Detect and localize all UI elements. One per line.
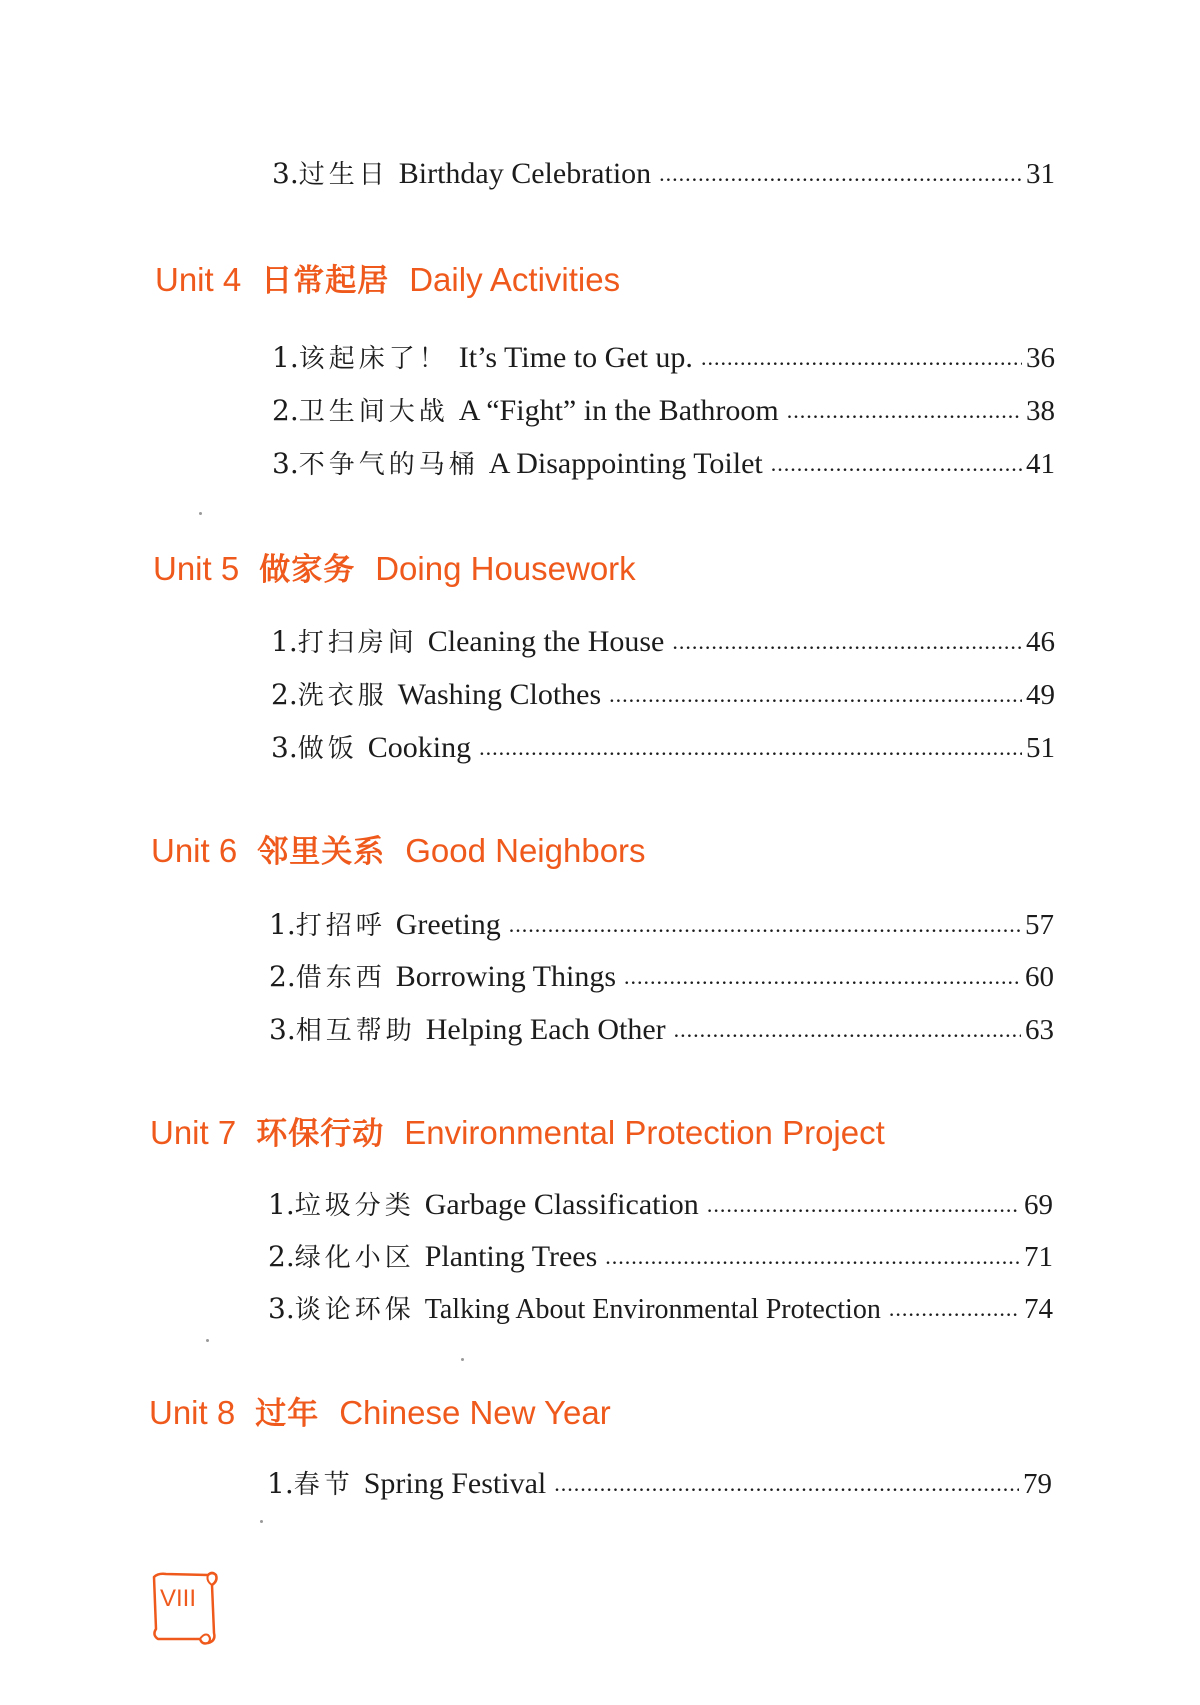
- entry-title-en: Planting Trees: [424, 1240, 598, 1273]
- entry-title-zh: 洗衣服: [297, 681, 388, 711]
- unit-number: Unit 5: [153, 550, 240, 587]
- entry-number: 2.: [268, 1240, 295, 1273]
- unit-number: Unit 8: [149, 1394, 236, 1431]
- entry-title-zh: 该起床了！: [298, 344, 449, 374]
- entry-page-number: 49: [1026, 679, 1055, 711]
- toc-entry[interactable]: [272, 389, 1055, 433]
- entry-title-zh: 打扫房间: [297, 628, 418, 658]
- entry-page-number: 60: [1025, 961, 1054, 993]
- unit-heading[interactable]: [150, 1108, 885, 1153]
- entry-page-number: 74: [1024, 1293, 1053, 1325]
- entry-title-zh: 做饭: [297, 734, 358, 764]
- unit-heading[interactable]: [153, 544, 636, 589]
- entry-title-en: Greeting: [395, 908, 501, 941]
- entry-title-en: It’s Time to Get up.: [458, 341, 693, 374]
- entry-title-en: Talking About Environmental Protection: [424, 1294, 881, 1325]
- entry-title-en: Spring Festival: [363, 1467, 547, 1500]
- unit-title-zh: 过年: [255, 1396, 320, 1432]
- toc-entry[interactable]: [272, 152, 1055, 196]
- toc-entry[interactable]: [271, 673, 1055, 717]
- toc-entry[interactable]: [268, 1183, 1053, 1227]
- entry-title-en: Washing Clothes: [397, 678, 602, 711]
- entry-number: 3.: [272, 447, 299, 480]
- entry-title-zh: 春节: [293, 1470, 354, 1500]
- toc-entry[interactable]: [269, 1008, 1054, 1052]
- entry-number: 1.: [268, 1188, 295, 1221]
- entry-title-zh: 谈论环保: [294, 1295, 415, 1325]
- dot-leader: [787, 389, 1022, 433]
- entry-number: 1.: [269, 908, 296, 941]
- entry-page-number: 31: [1026, 158, 1055, 190]
- entry-title-en: A Disappointing Toilet: [488, 447, 763, 480]
- entry-number: 2.: [269, 960, 296, 993]
- unit-title-zh: 邻里关系: [257, 834, 386, 870]
- unit-heading[interactable]: [151, 826, 646, 871]
- entry-title-en: A “Fight” in the Bathroom: [458, 394, 779, 427]
- unit-number: Unit 4: [155, 261, 242, 298]
- dot-leader: [659, 152, 1022, 196]
- entry-title-zh: 不争气的马桶: [298, 450, 479, 480]
- entry-title-zh: 垃圾分类: [294, 1191, 415, 1221]
- entry-number: 3.: [271, 731, 298, 764]
- unit-heading[interactable]: [149, 1388, 611, 1433]
- dot-leader: [624, 955, 1021, 999]
- page-number-badge: [150, 1567, 222, 1647]
- entry-page-number: 51: [1026, 732, 1055, 764]
- entry-page-number: 57: [1025, 909, 1054, 941]
- toc-entry[interactable]: [269, 903, 1054, 947]
- entry-title-en: Cleaning the House: [427, 625, 665, 658]
- entry-number: 1.: [272, 341, 299, 374]
- dot-leader: [479, 726, 1022, 770]
- toc-entry[interactable]: [271, 620, 1055, 664]
- entry-title-zh: 相互帮助: [295, 1016, 416, 1046]
- dot-leader: [771, 442, 1022, 486]
- entry-title-en: Helping Each Other: [425, 1013, 666, 1046]
- entry-title-zh: 过生日: [298, 160, 389, 190]
- toc-entry[interactable]: [272, 336, 1055, 380]
- entry-page-number: 36: [1026, 342, 1055, 374]
- unit-title-en: Environmental Protection Project: [404, 1114, 885, 1151]
- unit-title-en: Good Neighbors: [405, 832, 646, 869]
- unit-number: Unit 6: [151, 832, 238, 869]
- dot-leader: [554, 1462, 1019, 1506]
- entry-number: 2.: [271, 678, 298, 711]
- entry-title-en: Cooking: [367, 731, 472, 764]
- toc-entry[interactable]: [269, 955, 1054, 999]
- entry-title-zh: 借东西: [295, 963, 386, 993]
- scan-speck: [260, 1520, 263, 1523]
- entry-page-number: 46: [1026, 626, 1055, 658]
- entry-title-zh: 绿化小区: [294, 1243, 415, 1273]
- entry-number: 1.: [271, 625, 298, 658]
- unit-title-en: Chinese New Year: [339, 1394, 611, 1431]
- entry-title-en: Borrowing Things: [395, 960, 617, 993]
- dot-leader: [609, 673, 1022, 717]
- dot-leader: [672, 620, 1022, 664]
- unit-title-en: Doing Housework: [375, 550, 636, 587]
- entry-number: 1.: [267, 1467, 294, 1500]
- toc-entry[interactable]: [271, 726, 1055, 770]
- dot-leader: [889, 1287, 1020, 1331]
- dot-leader: [701, 336, 1022, 380]
- entry-number: 3.: [269, 1013, 296, 1046]
- entry-title-en: Garbage Classification: [424, 1188, 699, 1221]
- scan-speck: [206, 1339, 209, 1342]
- entry-title-zh: 打招呼: [295, 911, 386, 941]
- toc-entry[interactable]: [268, 1235, 1053, 1279]
- unit-number: Unit 7: [150, 1114, 237, 1151]
- page-number: VIII: [160, 1585, 197, 1612]
- entry-page-number: 69: [1024, 1189, 1053, 1221]
- scan-speck: [461, 1358, 464, 1361]
- entry-page-number: 63: [1025, 1014, 1054, 1046]
- dot-leader: [674, 1008, 1021, 1052]
- dot-leader: [509, 903, 1021, 947]
- entry-page-number: 79: [1023, 1468, 1052, 1500]
- scan-speck: [199, 512, 202, 515]
- entry-number: 3.: [272, 157, 299, 190]
- toc-entry[interactable]: [268, 1287, 1053, 1331]
- unit-heading[interactable]: [155, 255, 620, 300]
- dot-leader: [707, 1183, 1020, 1227]
- entry-title-en: Birthday Celebration: [398, 157, 652, 190]
- toc-entry[interactable]: [267, 1462, 1052, 1506]
- unit-title-zh: 日常起居: [261, 263, 390, 299]
- entry-title-zh: 卫生间大战: [298, 397, 449, 427]
- toc-entry[interactable]: [272, 442, 1055, 486]
- unit-title-en: Daily Activities: [409, 261, 621, 298]
- unit-title-zh: 环保行动: [256, 1116, 385, 1152]
- unit-title-zh: 做家务: [259, 552, 356, 588]
- dot-leader: [605, 1235, 1020, 1279]
- entry-page-number: 71: [1024, 1241, 1053, 1273]
- entry-page-number: 41: [1026, 448, 1055, 480]
- entry-number: 2.: [272, 394, 299, 427]
- entry-number: 3.: [268, 1292, 295, 1325]
- entry-page-number: 38: [1026, 395, 1055, 427]
